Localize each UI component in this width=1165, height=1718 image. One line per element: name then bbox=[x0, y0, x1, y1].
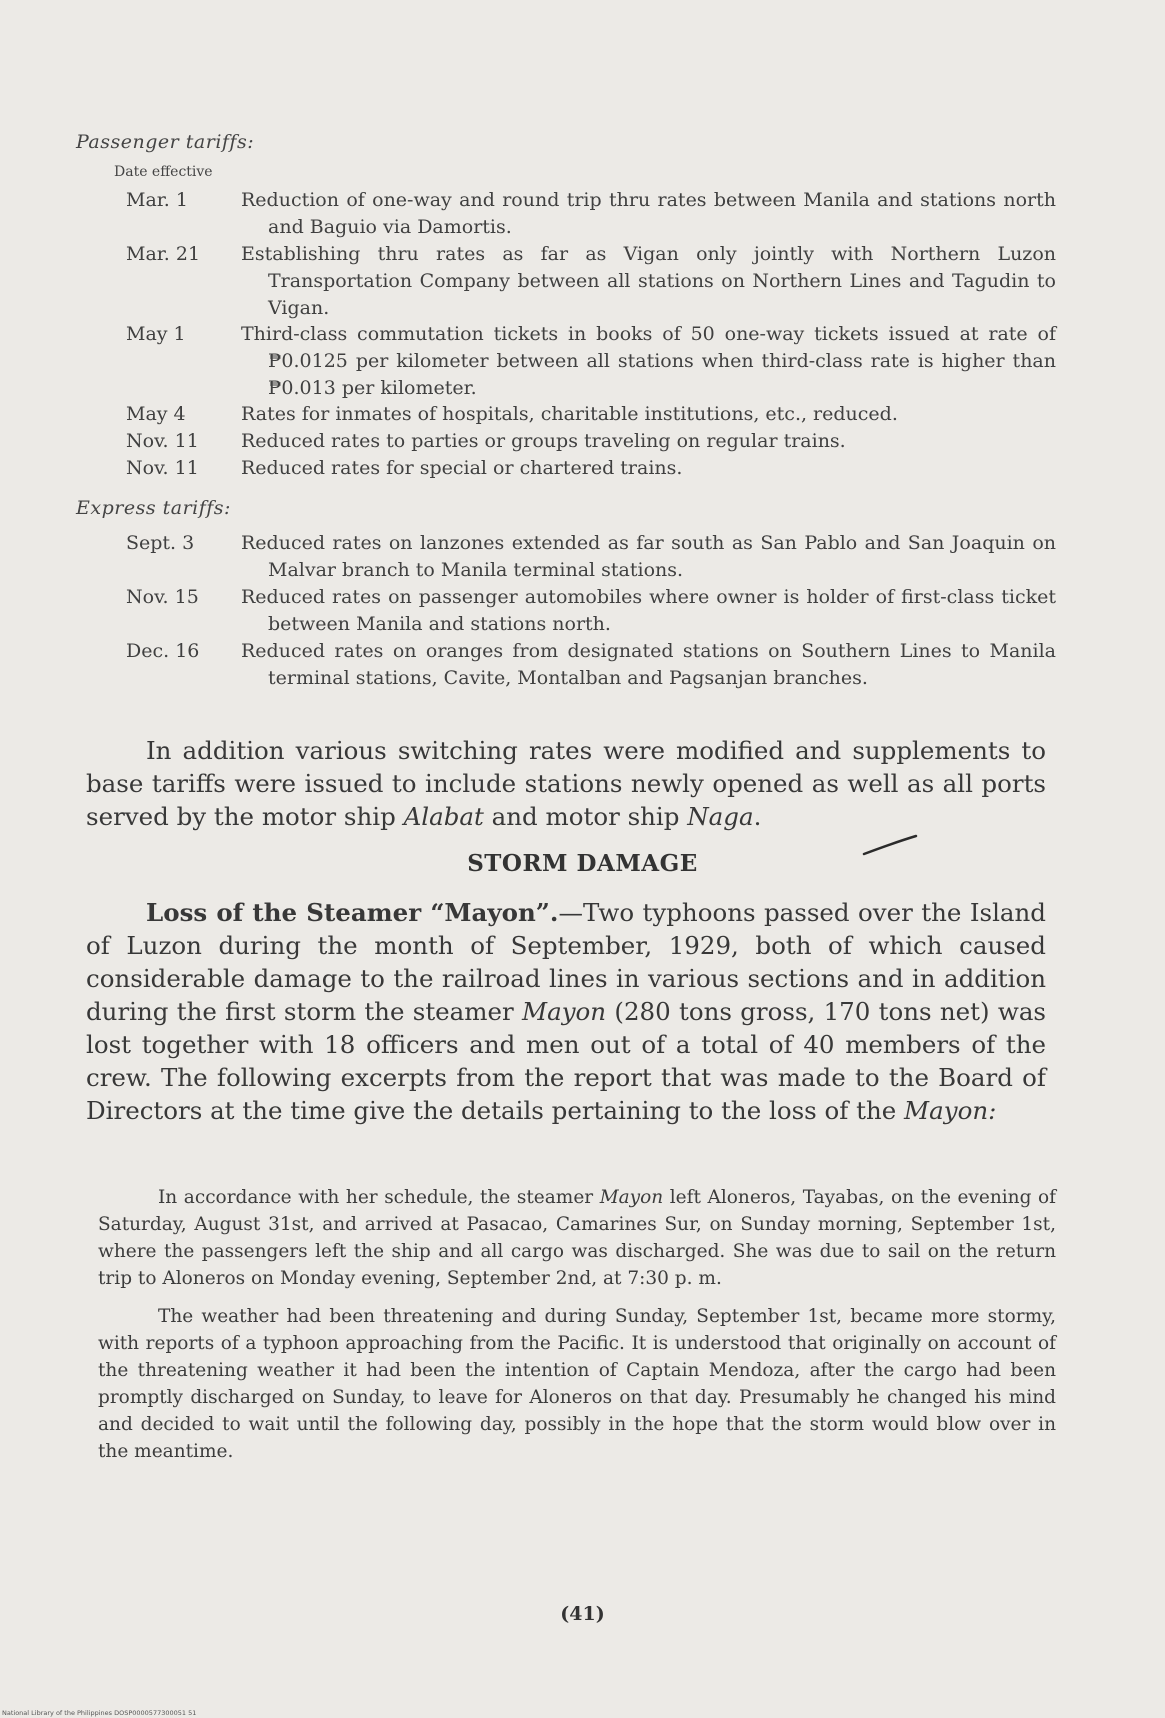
entry-text: Third-class commutation tickets in books of 50 one-way tickets issued at rate of ₱0.0125 per kilometer between all stations when third-class rate is higher than ₱0.013 per kilometer. bbox=[241, 323, 1056, 399]
report-excerpt-paragraph bbox=[98, 1184, 1056, 1292]
paragraph-text: . bbox=[753, 802, 762, 831]
entry-date: Mar. 21 bbox=[126, 243, 201, 265]
entry-text: Reduced rates to parties or groups traveling on regular trains. bbox=[241, 430, 846, 452]
page-number: (41) bbox=[560, 1603, 605, 1625]
ship-name: Alabat bbox=[403, 802, 484, 831]
entry-date: Dec. 16 bbox=[126, 640, 200, 662]
subheading-mayon: Loss of the Steamer “Mayon”. bbox=[146, 898, 559, 927]
tariff-entry bbox=[126, 401, 1056, 428]
paragraph-text: In addition various switching rates were modified and supplements to base tariffs were issued to include stations newly opened as well as all ports served by the motor ship bbox=[86, 736, 1046, 831]
ship-name: Mayon: bbox=[904, 1096, 997, 1125]
entry-date: Mar. 1 bbox=[126, 189, 188, 211]
entry-text: Reduced rates on passenger automobiles where owner is holder of first-class ticket between Manila and stations north. bbox=[241, 586, 1056, 635]
tariff-summary-paragraph bbox=[86, 734, 1046, 833]
entry-date: Nov. 11 bbox=[126, 457, 199, 479]
archive-footer: National Library of the Philippines DOSP0000577300051 51 bbox=[2, 1709, 197, 1717]
entry-text: Reduced rates on lanzones extended as far south as San Pablo and San Joaquin on Malvar branch to Manila terminal stations. bbox=[241, 532, 1056, 581]
tariff-entry bbox=[126, 530, 1056, 584]
entry-text: Rates for inmates of hospitals, charitable institutions, etc., reduced. bbox=[241, 403, 898, 425]
entry-text: Reduced rates for special or chartered trains. bbox=[241, 457, 683, 479]
tariff-entry bbox=[126, 321, 1056, 402]
express-tariffs-heading: Express tariffs: bbox=[76, 497, 231, 519]
paragraph-text: and motor ship bbox=[483, 802, 688, 831]
ship-name: Mayon bbox=[599, 1187, 664, 1208]
paragraph-text: left Aloneros, Tayabas, on the evening of Saturday, August 31st, and arrived at Pasacao, Camarines Sur, on Sunday morning, September 1st, where the passengers left the ship and all cargo was discharged. She was due to sail on the return trip to Aloneros on Monday evening, September 2nd, at 7:30 p. m. bbox=[98, 1187, 1056, 1289]
report-excerpt-paragraph bbox=[98, 1303, 1056, 1465]
entry-date: Sept. 3 bbox=[126, 532, 195, 554]
ship-name: Mayon bbox=[522, 997, 607, 1026]
entry-date: Nov. 15 bbox=[126, 586, 199, 608]
tariff-entry bbox=[126, 455, 1056, 482]
tariff-entry bbox=[126, 241, 1056, 322]
entry-date: May 1 bbox=[126, 323, 186, 345]
entry-text: Reduced rates on oranges from designated stations on Southern Lines to Manila terminal stations, Cavite, Montalban and Pagsanjan branches. bbox=[241, 640, 1056, 689]
entry-date: May 4 bbox=[126, 403, 186, 425]
storm-paragraph bbox=[86, 896, 1046, 1127]
tariff-entry bbox=[126, 638, 1056, 692]
entry-text: Reduction of one-way and round trip thru rates between Manila and stations north and Baguio via Damortis. bbox=[241, 189, 1056, 238]
ship-name: Naga bbox=[687, 802, 754, 831]
paragraph-text: In accordance with her schedule, the steamer bbox=[158, 1187, 600, 1208]
tariff-entry bbox=[126, 187, 1056, 241]
paragraph-text: —Two typhoons passed over the Island of Luzon during the month of September, 1929, both of which caused considerable damage to the railroad lines in various sections and in addition during the first storm the steamer bbox=[86, 898, 1046, 1026]
tariff-entry bbox=[126, 428, 1056, 455]
tariff-entry bbox=[126, 584, 1056, 638]
paragraph-text: (280 tons gross, 170 tons net) was lost together with 18 officers and men out of a total of 40 members of the crew. The following excerpts from the report that was made to the Board of Directors at the time give the details pertaining to the loss of the bbox=[86, 997, 1047, 1125]
passenger-tariffs-heading: Passenger tariffs: bbox=[76, 131, 255, 153]
entry-date: Nov. 11 bbox=[126, 430, 199, 452]
pen-mark bbox=[862, 834, 918, 858]
paragraph-text: The weather had been threatening and during Sunday, September 1st, became more stormy, with reports of a typhoon approaching from the Pacific. It is understood that originally on account of the threatening weather it had been the intention of Captain Mendoza, after the cargo had been promptly discharged on Sunday, to leave for Aloneros on that day. Presumably he changed his mind and decided to wait until the following day, possibly in the hope that the storm would blow over in the meantime. bbox=[98, 1306, 1056, 1462]
entry-text: Establishing thru rates as far as Vigan only jointly with Northern Luzon Transportation Company between all stations on Northern Lines and Tagudin to Vigan. bbox=[241, 243, 1056, 319]
storm-damage-heading: STORM DAMAGE bbox=[467, 850, 698, 877]
date-effective-label: Date effective bbox=[114, 164, 213, 180]
